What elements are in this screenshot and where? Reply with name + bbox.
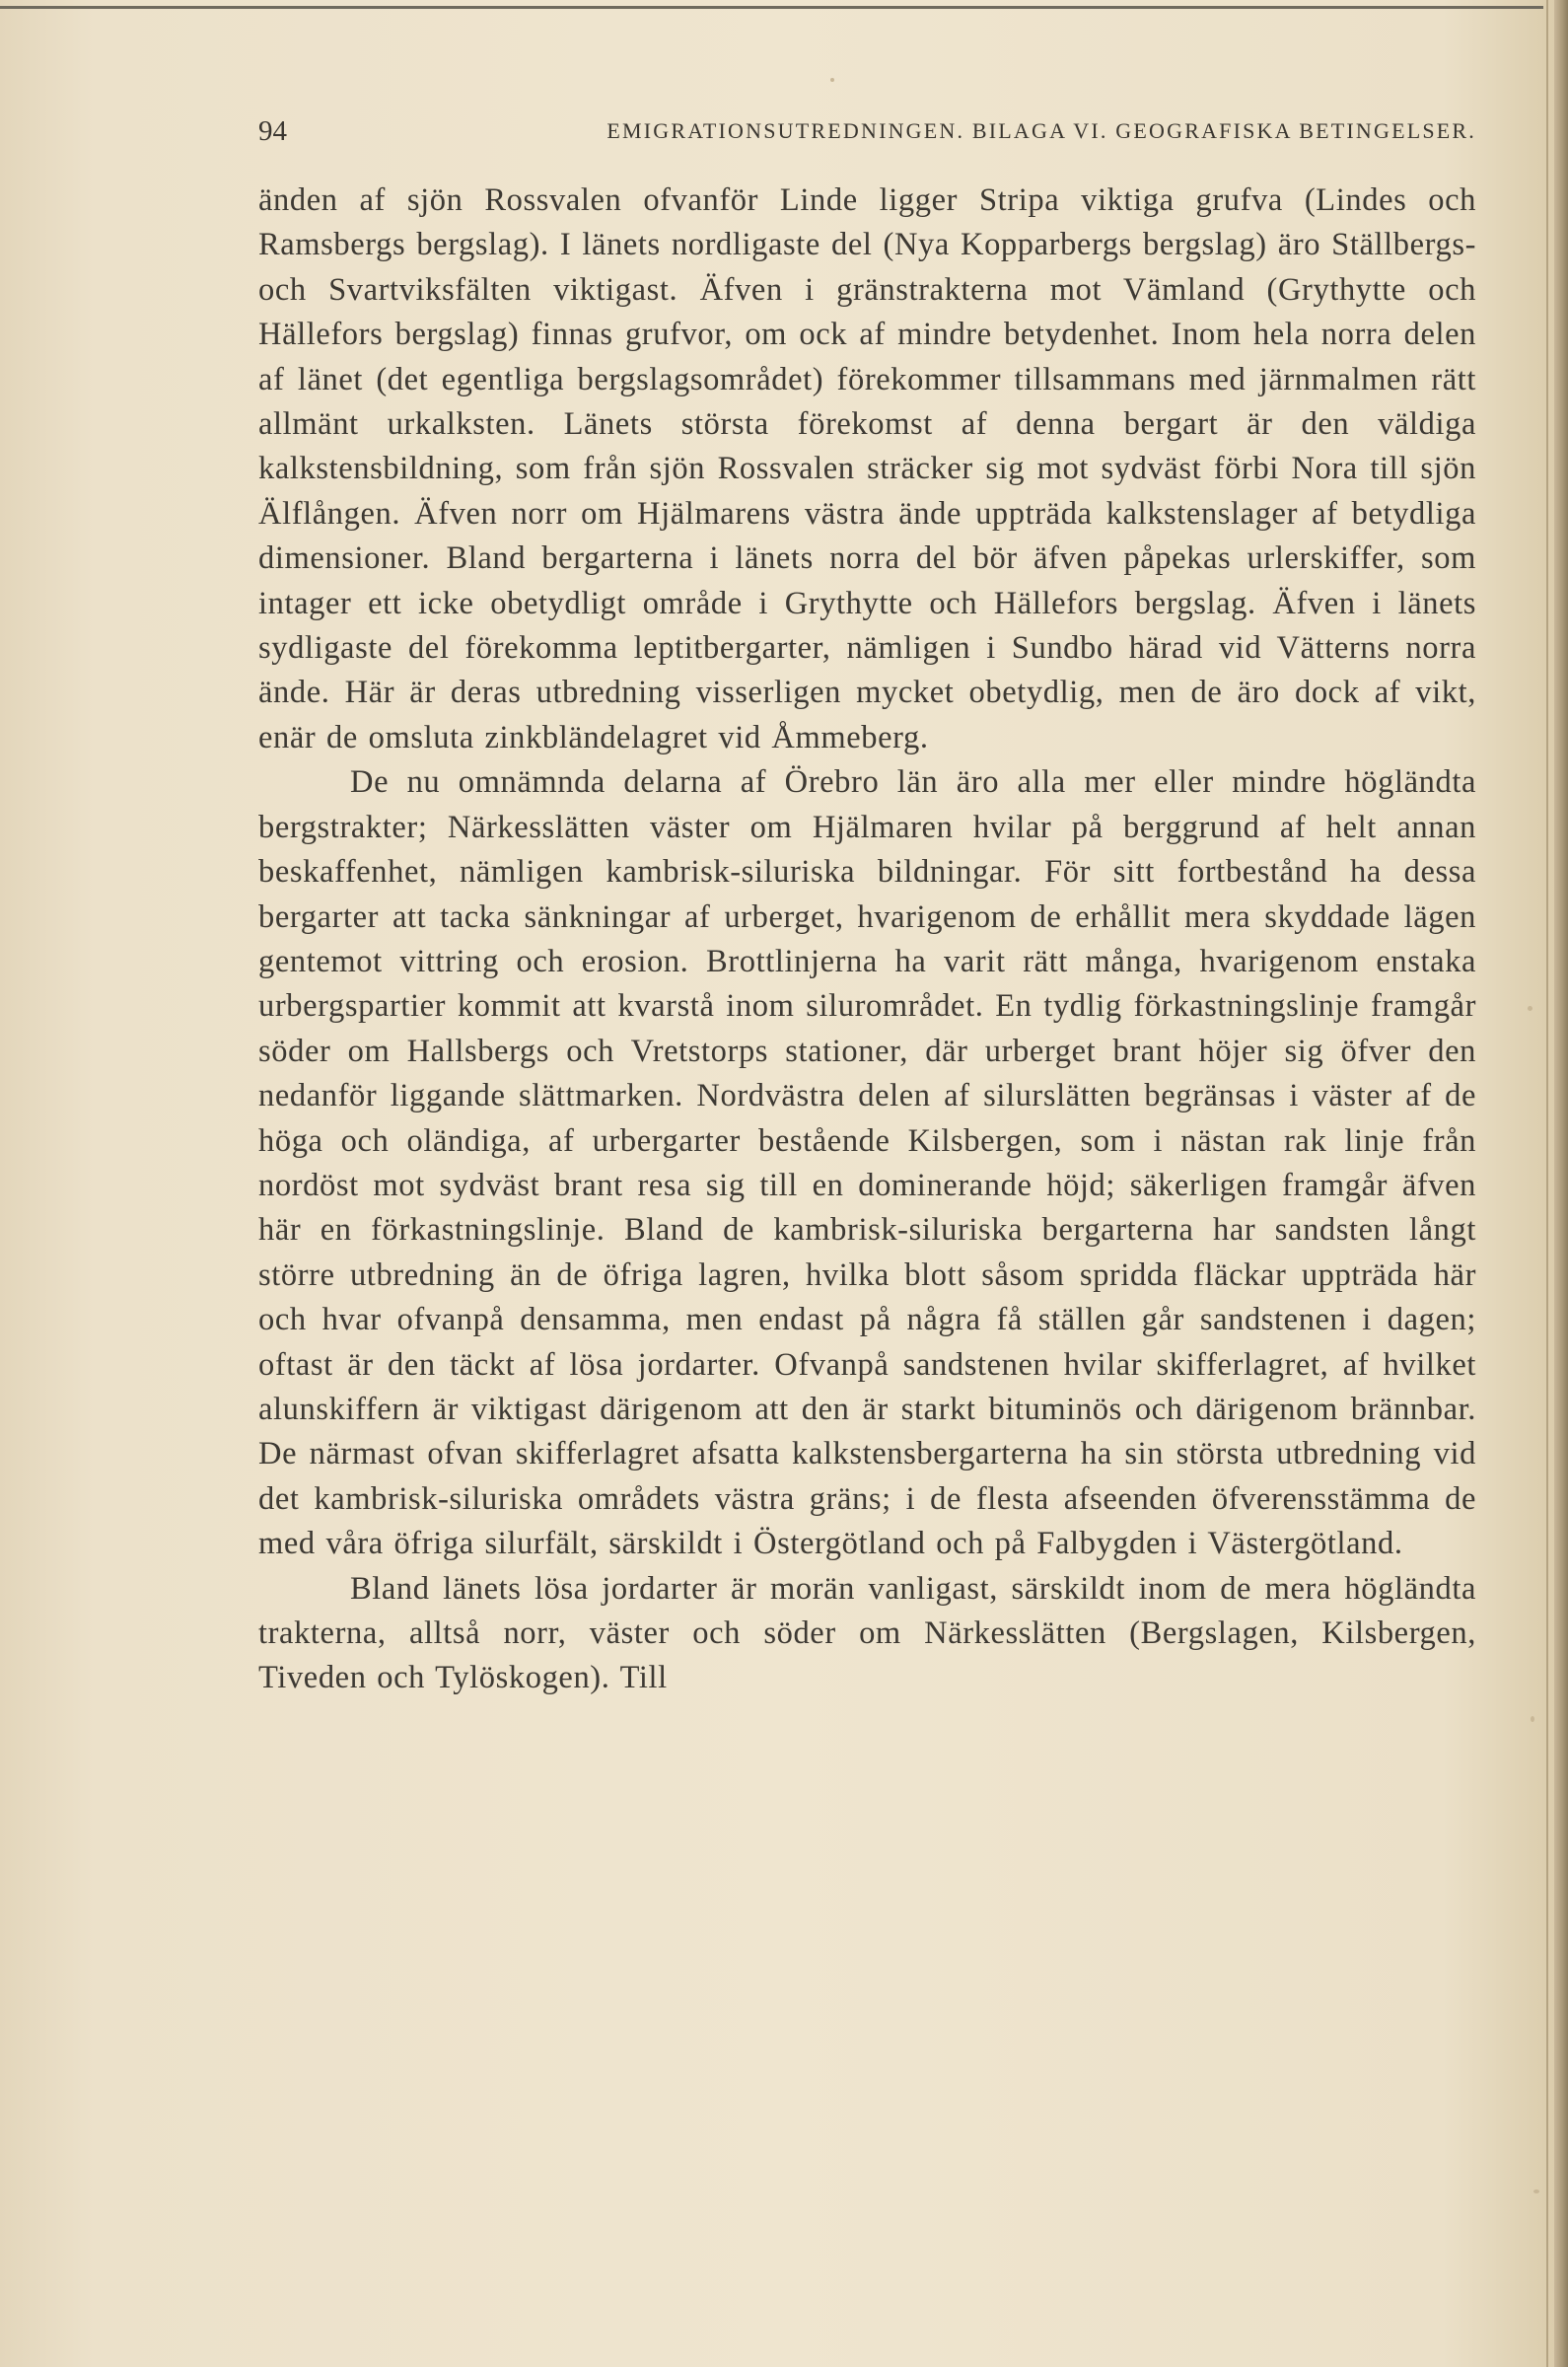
running-head: EMIGRATIONSUTREDNINGEN. BILAGA VI. GEOGRAFISKA BETINGELSER. xyxy=(606,118,1476,143)
top-border-rule xyxy=(0,6,1543,9)
paper-speck xyxy=(1533,2189,1539,2193)
paragraph-losa-jordarter: Bland länets lösa jordarter är morän vanligast, särskildt inom de mera högländta trakterna, alltså norr, väster och söder om Närkesslätten (Bergslagen, Kilsbergen, Tiveden och Tylöskogen). Till xyxy=(258,1570,1476,1696)
paper-speck xyxy=(1531,1716,1534,1722)
paragraph-orebro-lan: De nu omnämnda delarna af Örebro län äro alla mer eller mindre högländta bergstrakter; Närkesslätten väster om Hjälmaren hvilar på berggrund af helt annan beskaffenhet, nämligen kambrisk-siluriska bildningar. För sitt fortbestånd ha dessa bergarter att tacka sänkningar af urberget, hvarigenom de erhållit mera skyddade lägen gentemot vittring och erosion. Brottlinjerna ha varit rätt många, hvarigenom enstaka urbergspartier kommit att kvarstå inom silurområdet. En tydlig förkastningslinje framgår söder om Hallsbergs och Vretstorps stationer, där urberget brant höjer sig öfver den nedanför liggande slättmarken. Nordvästra delen af silurslätten begränsas i väster af de höga och oländiga, af urbergarter bestående Kilsbergen, som i nästan rak linje från nordöst mot sydväst brant resa sig till en dominerande höjd; säkerligen framgår äfven här en förkastningslinje. Bland de kambrisk-siluriska bergarterna har sandsten långt större utbredning än de öfriga lagren, hvilka blott såsom spridda fläckar uppträda här och hvar ofvanpå densamma, men endast på några få ställen går sandstenen i dagen; oftast är den täckt af lösa jordarter. Ofvanpå sandstenen hvilar skifferlagret, af hvilket alunskiffern är viktigast därigenom att den är starkt bituminös och därigenom brännbar. De närmast ofvan skifferlagret afsatta kalkstensbergarterna ha sin största utbredning vid det kambrisk-siluriska områdets västra gräns; i de flesta afseenden öfverensstämma de med våra öfriga silurfält, särskildt i Östergötland och på Falbygden i Västergötland. xyxy=(258,764,1476,1562)
paper-speck xyxy=(1528,1006,1532,1011)
paragraph-continuation: änden af sjön Rossvalen ofvanför Linde ligger Stripa viktiga grufva (Lindes och Ramsbergs bergslag). I länets nordligaste del (Nya Kopparbergs bergslag) äro Ställbergs- och Svartviksfälten viktigast. Äfven i gränstrakterna mot Vämland (Grythytte och Hällefors bergslag) finnas grufvor, om ock af mindre betydenhet. Inom hela norra delen af länet (det egentliga bergslagsområdet) förekommer tillsammans med järnmalmen rätt allmänt urkalksten. Länets största förekomst af denna bergart är den väldiga kalkstensbildning, som från sjön Rossvalen sträcker sig mot sydväst förbi Nora till sjön Älflången. Äfven norr om Hjälmarens västra ände uppträda kalkstenslager af betydliga dimensioner. Bland bergarterna i länets norra del bör äfven påpekas urlerskiffer, som intager ett icke obetydligt område i Grythytte och Hällefors bergslag. Äfven i länets sydligaste del förekomma leptitbergarter, nämligen i Sundbo härad vid Vätterns norra ände. Här är deras utbredning visserligen mycket obetydlig, men de äro dock af vikt, enär de omsluta zinkbländelagret vid Åmmeberg. xyxy=(258,182,1476,755)
binding-shadow-line xyxy=(1546,0,1548,2367)
body-text xyxy=(258,179,1476,1701)
paper-speck xyxy=(830,78,834,82)
page-edge xyxy=(1554,0,1568,2367)
page-number: 94 xyxy=(258,115,287,147)
page-header xyxy=(258,111,1476,151)
